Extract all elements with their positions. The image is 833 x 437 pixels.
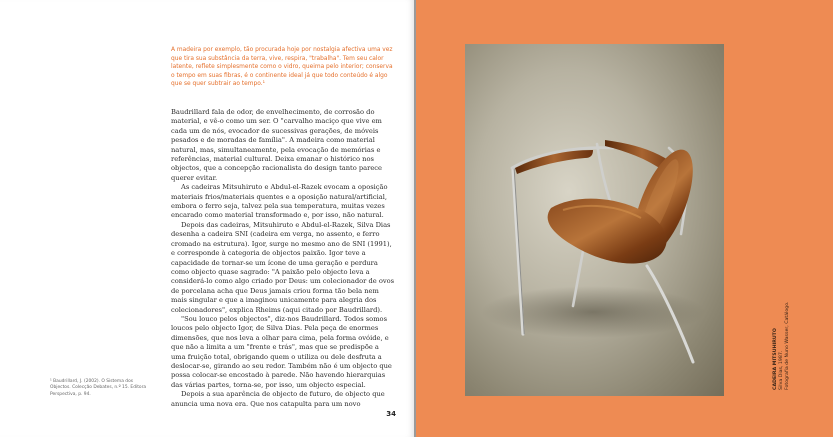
caption-line-2: Fotografia de Nuno Wasser, Catálogo. bbox=[785, 301, 791, 390]
chair-illustration bbox=[465, 44, 724, 396]
page-number: 34 bbox=[386, 410, 396, 418]
footnote: ¹ Baudrillard, J. (2002). O Sistema dos Objectos. Colecção Debates, n.º 15. Editora Perspectiva, p. 94. bbox=[50, 379, 147, 397]
paragraph-1: Baudrillard fala de odor, de envelhecimento, de corrosão do material, e vê-o como um ser. O "carvalho maciço que vive em cada um de nós, evocador de sucessivas gerações, de móveis pesados e de moradas de família". A madeira como material natural, mas, simultaneamente, pela evocação de memórias e referências, material cultural. Deixa emanar o histórico nos objectos, que a concepção racionalista do design tanto parece querer evitar. bbox=[171, 108, 383, 182]
photo-caption bbox=[768, 190, 791, 390]
caption-line-1: Silva Dias, 1987. bbox=[779, 350, 785, 390]
chair-photo bbox=[465, 44, 724, 396]
body-text bbox=[171, 108, 395, 409]
paragraph-2: As cadeiras Mitsuhiruto e Abdul-el-Razek evocam a oposição materiais frios/materiais quentes e a oposição natural/artificial, embora o ferro seja, talvez pela sua temperatura, muitas vezes encarado como material transformado e, por isso, não natural. bbox=[171, 183, 388, 220]
paragraph-4: "Sou louco pelos objectos", diz-nos Baudrillard. Todos somos loucos pelo objecto Igor, de Silva Dias. Pela peça de enormes dimensões, que nos leva a olhar para cima, pela forma ovóide, e que não a limita a um "frente e trás", mas que se predispõe a uma fruição total, obrigando quem o utiliza ou dele desfruta a deslocar-se, girando ao seu redor. Também não é um objecto que possa colocar-se encostado à parede. Não havendo hierarquias das várias partes, torna-se, por isso, um objecto especial. bbox=[171, 314, 392, 389]
paragraph-3: Depois das cadeiras, Mitsuhiruto e Abdul-el-Razek, Silva Dias desenha a cadeira SNI (cadeira em verga, no assento, e ferro cromado na estrutura). Igor, surge no mesmo ano de SNI (1991), e corresponde à categoria de objectos paixão. Igor teve a capacidade de tornar-se um ícone de uma geração e perdura como objecto quase sagrado: "A paixão pelo objecto leva a considerá-lo como algo criado por Deus: um colecionador de ovos de porcelana acha que Deus jamais criou forma tão bela nem mais singular e que a imaginou unicamente para alegria dos colecionadores", explica Rheims (aqui citado por Baudrillard). bbox=[171, 220, 395, 314]
paragraph-5: Depois a sua aparência de objecto de futuro, de objecto que anuncia uma nova era. Que nos catapulta para um novo bbox=[171, 390, 385, 408]
caption-title: CADEIRA MITSUHIRUTO bbox=[773, 328, 778, 390]
epigraph-quote: A madeira por exemplo, tão procurada hoje por nostalgia afectiva uma vez que tira sua substância da terra, vive, respira, "trabalha". Tem seu calor latente, reflete simplesmente como o vidro, queima pelo interior; conserva o tempo em suas fibras, é o continente ideal já que todo conteúdo é algo que se quer subtrair ao tempo.¹ bbox=[171, 47, 393, 87]
left-page bbox=[0, 0, 414, 437]
